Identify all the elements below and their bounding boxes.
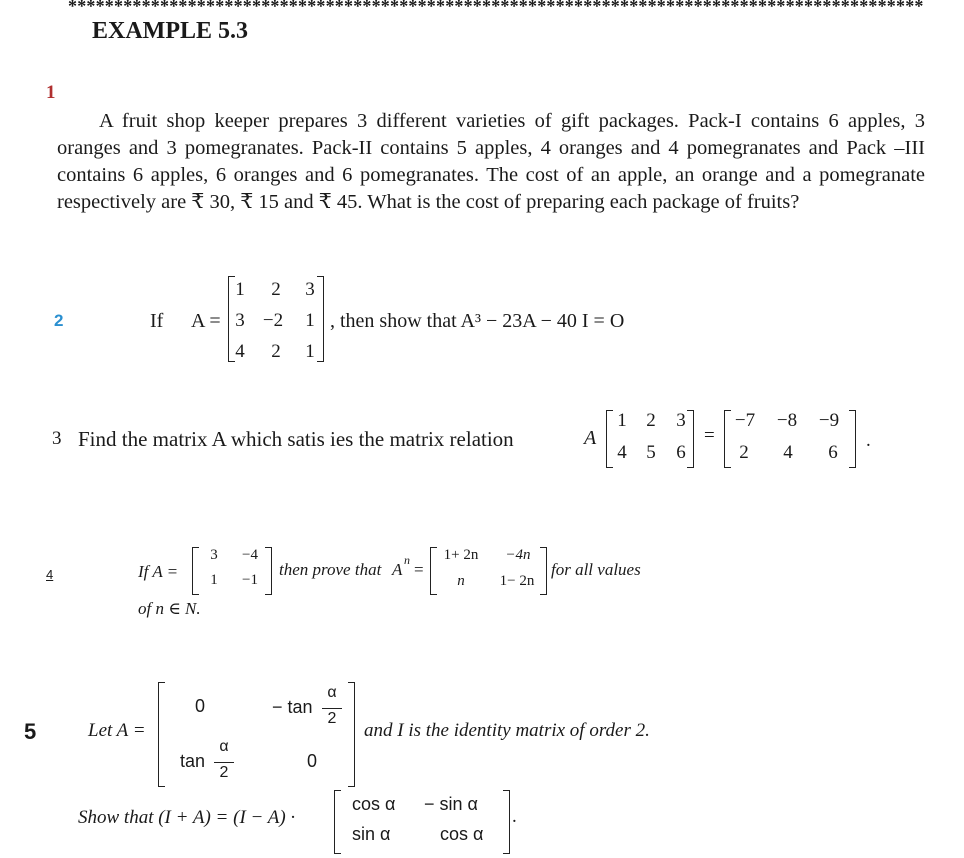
fraction-bar — [214, 762, 234, 763]
matrix-cell: 5 — [646, 442, 656, 463]
q2-if-label: If — [150, 310, 164, 332]
matrix-cell: 3 — [676, 410, 686, 431]
q2-statement: , then show that A³ − 23A − 40 I = O — [330, 310, 625, 332]
q5-let-label: Let A = — [88, 720, 146, 741]
matrix-cell: 1 — [210, 572, 218, 588]
matrix-cell: 4 — [235, 341, 245, 362]
matrix-cell: cos α — [440, 824, 484, 844]
matrix-cell: − sin α — [424, 794, 478, 814]
q4-m1-left-bracket — [192, 547, 199, 595]
question-number-3: 3 — [52, 428, 62, 449]
q5-rm-left-bracket — [334, 790, 341, 854]
q4-second-line: of n ∈ N. — [138, 599, 201, 618]
q5-left-bracket — [158, 682, 165, 787]
q5-frac-numerator: α — [327, 684, 337, 701]
question-number-5: 5 — [24, 719, 37, 744]
q4-m1-right-bracket — [265, 547, 272, 595]
question-number-2: 2 — [54, 311, 64, 330]
matrix-cell: −9 — [818, 410, 840, 431]
matrix-cell: 2 — [739, 442, 749, 463]
q5-neg-tan: − tan — [272, 697, 313, 717]
q5-period: . — [512, 806, 517, 827]
q5-rm-right-bracket — [503, 790, 510, 854]
matrix-cell: 2 — [646, 410, 656, 431]
matrix-cell: −7 — [734, 410, 756, 431]
matrix-cell: 4 — [617, 442, 627, 463]
q3-equals: = — [704, 425, 715, 446]
matrix-cell: −4n — [505, 547, 531, 563]
matrix-cell: 0 — [194, 696, 205, 716]
q4-then-text: then prove that — [279, 560, 382, 579]
q4-a-label: A — [392, 560, 403, 579]
q3-m2-right-bracket — [849, 410, 856, 468]
matrix-cell: 4 — [783, 442, 793, 463]
question-1-body: A fruit shop keeper prepares 3 different varieties of gift packages. Pack-I contains 6 apples, 3 oranges and 3 pomegranates. Pack-II contains 5 apples, 4 oranges and 4 pomegranates and Pack –III contains 6 apples, 6 oranges and 6 pomegranates. The cost of an apple, an orange and a pomegranate respectively are ₹ 30, ₹ 15 and ₹ 45. What is the cost of preparing each package of fruits? — [57, 110, 925, 213]
matrix-cell: 3 — [235, 310, 245, 331]
matrix-cell: −2 — [262, 310, 284, 331]
matrix-cell: 1− 2n — [499, 573, 535, 589]
matrix-cell: 1 — [235, 279, 245, 300]
matrix-cell: n — [457, 573, 465, 589]
matrix-cell: 1 — [305, 310, 315, 331]
q2-lhs: A = — [191, 310, 221, 332]
q3-period: . — [866, 430, 871, 451]
q4-m2-right-bracket — [540, 547, 547, 595]
question-1-text — [57, 108, 925, 216]
q5-tan: tan — [180, 751, 206, 771]
question-number-1: 1 — [46, 82, 56, 103]
matrix-cell: cos α — [352, 794, 396, 814]
matrix-cell: sin α — [352, 824, 391, 844]
matrix-cell: −1 — [242, 572, 258, 588]
matrix-cell: 3 — [305, 279, 315, 300]
matrix-cell: 2 — [271, 279, 281, 300]
q5-description: and I is the identity matrix of order 2. — [364, 720, 650, 741]
q4-exponent-n: n — [404, 553, 410, 567]
q4-equals: = — [414, 560, 424, 579]
matrix-cell: 2 — [271, 341, 281, 362]
q5-show-statement: Show that (I + A) = (I − A) · — [78, 807, 296, 828]
matrix-cell: 0 — [306, 751, 317, 771]
q5-right-bracket — [348, 682, 355, 787]
question-number-4: 4 — [46, 567, 54, 582]
q5-frac-numerator: α — [219, 738, 229, 755]
matrix-cell: 6 — [676, 442, 686, 463]
matrix-cell: −4 — [242, 547, 258, 563]
matrix-cell: 6 — [828, 442, 838, 463]
fraction-bar — [322, 708, 342, 709]
matrix-cell: −8 — [776, 410, 798, 431]
page-title: EXAMPLE 5.3 — [92, 18, 248, 44]
q3-matrix-a-label: A — [584, 427, 597, 449]
matrix-cell: 1+ 2n — [443, 547, 479, 563]
decorative-star-divider: ********************************************************************************************* — [68, 0, 924, 16]
q3-statement: Find the matrix A which satis ies the matrix relation — [78, 427, 514, 451]
matrix-cell: 1 — [617, 410, 627, 431]
matrix-cell: 3 — [210, 547, 218, 563]
q5-frac-denominator: 2 — [219, 764, 229, 781]
q4-tail-text: for all values — [551, 560, 641, 579]
q4-if-label: If A = — [138, 562, 179, 581]
q5-frac-denominator: 2 — [327, 710, 337, 727]
matrix-cell: 1 — [305, 341, 315, 362]
